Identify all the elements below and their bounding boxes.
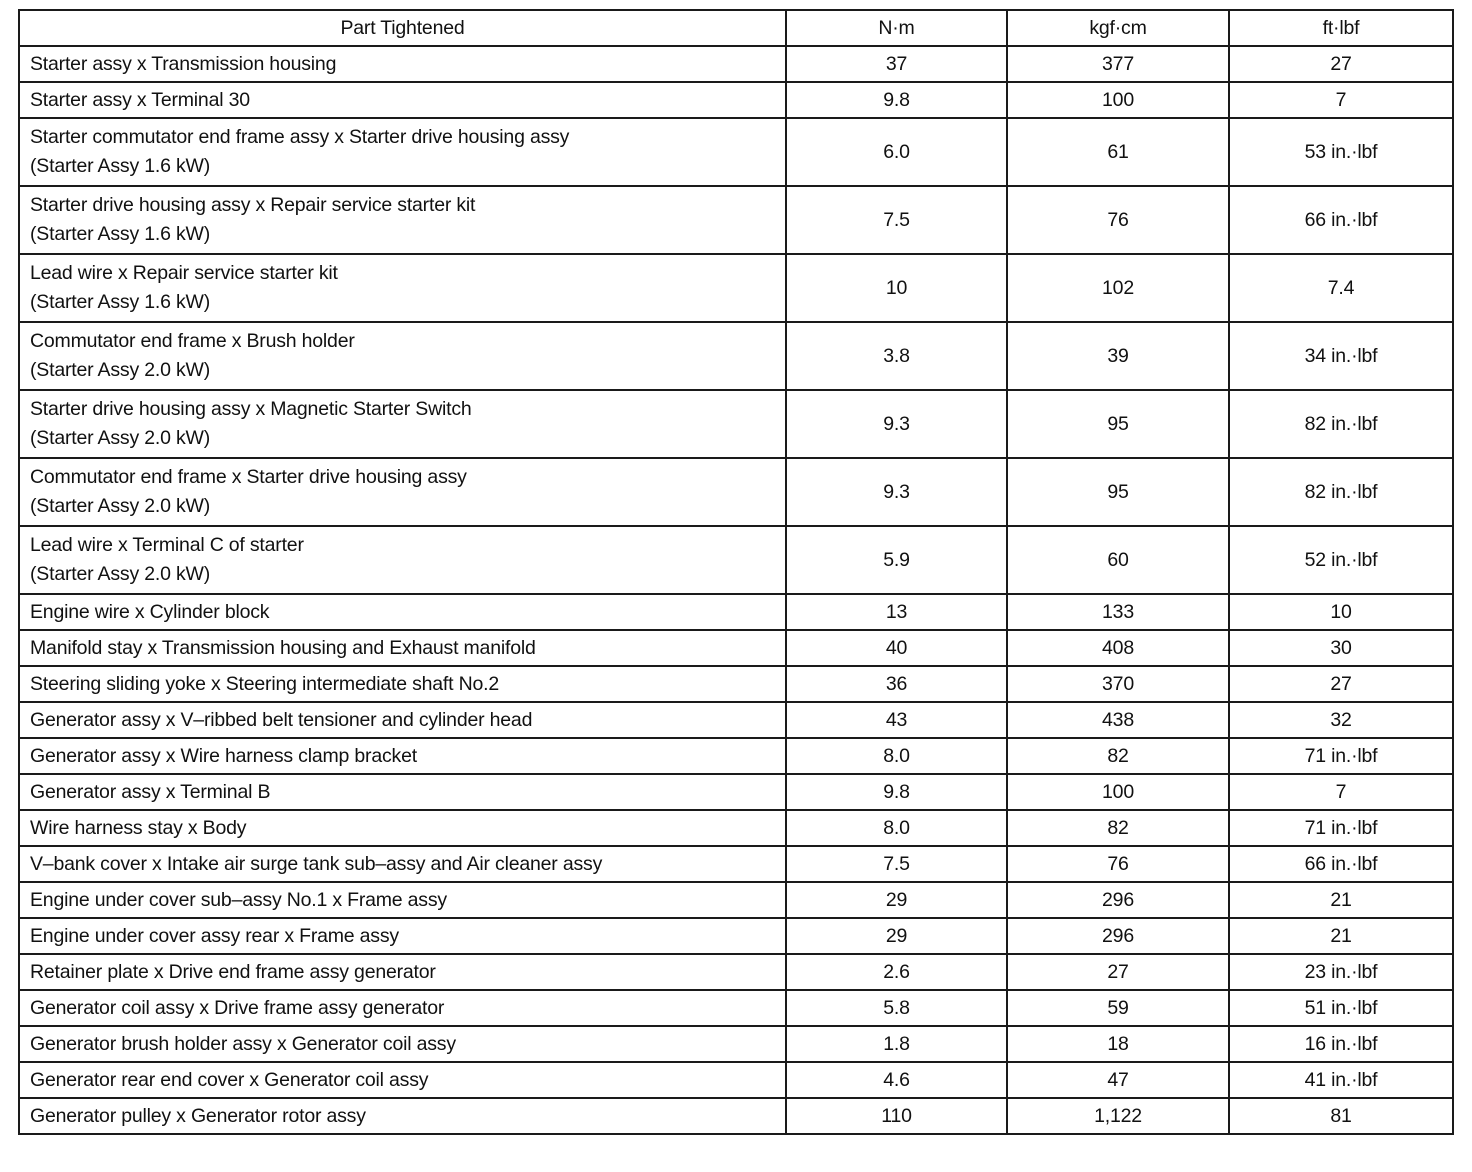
kgf-cm-value-cell: 408 bbox=[1007, 630, 1229, 666]
header-part-tightened: Part Tightened bbox=[19, 10, 786, 46]
nm-value-cell: 9.8 bbox=[786, 774, 1007, 810]
part-tightened-cell bbox=[19, 918, 786, 954]
part-name: Generator assy x Wire harness clamp bracket bbox=[30, 744, 417, 767]
table-row bbox=[19, 990, 1453, 1026]
part-note: (Starter Assy 1.6 kW) bbox=[30, 223, 211, 245]
ft-lbf-value-cell: 34 in.·lbf bbox=[1229, 322, 1453, 390]
ft-lbf-value-cell: 7 bbox=[1229, 82, 1453, 118]
part-tightened-cell bbox=[19, 630, 786, 666]
table-row bbox=[19, 118, 1453, 186]
table-row bbox=[19, 390, 1453, 458]
part-name: Manifold stay x Transmission housing and Exhaust manifold bbox=[30, 636, 536, 659]
ft-lbf-value-cell: 53 in.·lbf bbox=[1229, 118, 1453, 186]
part-name: Engine wire x Cylinder block bbox=[30, 600, 270, 623]
ft-lbf-value-cell: 7 bbox=[1229, 774, 1453, 810]
part-name: Starter drive housing assy x Repair service starter kit bbox=[30, 194, 476, 216]
table-row bbox=[19, 810, 1453, 846]
part-name: Engine under cover sub–assy No.1 x Frame assy bbox=[30, 888, 447, 911]
part-name: Lead wire x Terminal C of starter bbox=[30, 534, 304, 556]
table-row bbox=[19, 630, 1453, 666]
table-row bbox=[19, 322, 1453, 390]
part-tightened-cell bbox=[19, 458, 786, 526]
part-tightened-cell bbox=[19, 390, 786, 458]
nm-value-cell: 40 bbox=[786, 630, 1007, 666]
part-tightened-cell bbox=[19, 1062, 786, 1098]
part-note: (Starter Assy 1.6 kW) bbox=[30, 291, 211, 313]
ft-lbf-value-cell: 52 in.·lbf bbox=[1229, 526, 1453, 594]
part-tightened-cell bbox=[19, 1098, 786, 1134]
header-ft-lbf: ft·lbf bbox=[1229, 10, 1453, 46]
nm-value-cell: 6.0 bbox=[786, 118, 1007, 186]
kgf-cm-value-cell: 60 bbox=[1007, 526, 1229, 594]
table-row bbox=[19, 254, 1453, 322]
ft-lbf-value-cell: 7.4 bbox=[1229, 254, 1453, 322]
table-header-row bbox=[19, 10, 1453, 46]
table-row bbox=[19, 458, 1453, 526]
nm-value-cell: 9.8 bbox=[786, 82, 1007, 118]
kgf-cm-value-cell: 27 bbox=[1007, 954, 1229, 990]
part-tightened-cell bbox=[19, 954, 786, 990]
part-tightened-cell bbox=[19, 738, 786, 774]
kgf-cm-value-cell: 95 bbox=[1007, 458, 1229, 526]
kgf-cm-value-cell: 102 bbox=[1007, 254, 1229, 322]
nm-value-cell: 5.9 bbox=[786, 526, 1007, 594]
nm-value-cell: 9.3 bbox=[786, 390, 1007, 458]
torque-spec-table bbox=[18, 9, 1454, 1135]
ft-lbf-value-cell: 51 in.·lbf bbox=[1229, 990, 1453, 1026]
ft-lbf-value-cell: 27 bbox=[1229, 46, 1453, 82]
kgf-cm-value-cell: 438 bbox=[1007, 702, 1229, 738]
ft-lbf-value-cell: 71 in.·lbf bbox=[1229, 810, 1453, 846]
part-tightened-cell bbox=[19, 322, 786, 390]
nm-value-cell: 7.5 bbox=[786, 186, 1007, 254]
ft-lbf-value-cell: 82 in.·lbf bbox=[1229, 458, 1453, 526]
table-row bbox=[19, 46, 1453, 82]
part-name: Commutator end frame x Starter drive housing assy bbox=[30, 466, 467, 488]
table-row bbox=[19, 1062, 1453, 1098]
part-note: (Starter Assy 2.0 kW) bbox=[30, 495, 211, 517]
part-name: Starter commutator end frame assy x Starter drive housing assy bbox=[30, 126, 570, 148]
part-name: Starter drive housing assy x Magnetic Starter Switch bbox=[30, 398, 472, 420]
part-name: Generator rear end cover x Generator coil assy bbox=[30, 1068, 429, 1091]
table-row bbox=[19, 702, 1453, 738]
nm-value-cell: 13 bbox=[786, 594, 1007, 630]
part-note: (Starter Assy 2.0 kW) bbox=[30, 563, 211, 585]
table-row bbox=[19, 738, 1453, 774]
part-tightened-cell bbox=[19, 186, 786, 254]
table-row bbox=[19, 186, 1453, 254]
kgf-cm-value-cell: 82 bbox=[1007, 738, 1229, 774]
nm-value-cell: 36 bbox=[786, 666, 1007, 702]
ft-lbf-value-cell: 66 in.·lbf bbox=[1229, 186, 1453, 254]
table-row bbox=[19, 526, 1453, 594]
ft-lbf-value-cell: 66 in.·lbf bbox=[1229, 846, 1453, 882]
ft-lbf-value-cell: 16 in.·lbf bbox=[1229, 1026, 1453, 1062]
nm-value-cell: 5.8 bbox=[786, 990, 1007, 1026]
nm-value-cell: 43 bbox=[786, 702, 1007, 738]
part-tightened-cell bbox=[19, 702, 786, 738]
part-name: Generator coil assy x Drive frame assy generator bbox=[30, 996, 445, 1019]
part-name: Starter assy x Transmission housing bbox=[30, 52, 337, 75]
ft-lbf-value-cell: 23 in.·lbf bbox=[1229, 954, 1453, 990]
nm-value-cell: 110 bbox=[786, 1098, 1007, 1134]
part-name: Generator assy x Terminal B bbox=[30, 780, 271, 803]
kgf-cm-value-cell: 82 bbox=[1007, 810, 1229, 846]
nm-value-cell: 2.6 bbox=[786, 954, 1007, 990]
part-tightened-cell bbox=[19, 846, 786, 882]
part-name: Wire harness stay x Body bbox=[30, 816, 247, 839]
part-tightened-cell bbox=[19, 1026, 786, 1062]
table-row bbox=[19, 1026, 1453, 1062]
kgf-cm-value-cell: 100 bbox=[1007, 82, 1229, 118]
kgf-cm-value-cell: 76 bbox=[1007, 186, 1229, 254]
ft-lbf-value-cell: 21 bbox=[1229, 918, 1453, 954]
part-tightened-cell bbox=[19, 46, 786, 82]
ft-lbf-value-cell: 21 bbox=[1229, 882, 1453, 918]
ft-lbf-value-cell: 41 in.·lbf bbox=[1229, 1062, 1453, 1098]
nm-value-cell: 37 bbox=[786, 46, 1007, 82]
ft-lbf-value-cell: 32 bbox=[1229, 702, 1453, 738]
table-row bbox=[19, 882, 1453, 918]
kgf-cm-value-cell: 377 bbox=[1007, 46, 1229, 82]
nm-value-cell: 9.3 bbox=[786, 458, 1007, 526]
part-note: (Starter Assy 2.0 kW) bbox=[30, 359, 211, 381]
nm-value-cell: 8.0 bbox=[786, 810, 1007, 846]
table-row bbox=[19, 82, 1453, 118]
nm-value-cell: 7.5 bbox=[786, 846, 1007, 882]
nm-value-cell: 1.8 bbox=[786, 1026, 1007, 1062]
part-name: Starter assy x Terminal 30 bbox=[30, 88, 250, 111]
part-name: Engine under cover assy rear x Frame assy bbox=[30, 924, 399, 947]
nm-value-cell: 10 bbox=[786, 254, 1007, 322]
ft-lbf-value-cell: 10 bbox=[1229, 594, 1453, 630]
part-tightened-cell bbox=[19, 882, 786, 918]
part-name: Retainer plate x Drive end frame assy generator bbox=[30, 960, 436, 983]
nm-value-cell: 4.6 bbox=[786, 1062, 1007, 1098]
table-body bbox=[19, 46, 1453, 1134]
part-tightened-cell bbox=[19, 254, 786, 322]
ft-lbf-value-cell: 71 in.·lbf bbox=[1229, 738, 1453, 774]
kgf-cm-value-cell: 1,122 bbox=[1007, 1098, 1229, 1134]
table-row bbox=[19, 918, 1453, 954]
kgf-cm-value-cell: 47 bbox=[1007, 1062, 1229, 1098]
kgf-cm-value-cell: 100 bbox=[1007, 774, 1229, 810]
nm-value-cell: 3.8 bbox=[786, 322, 1007, 390]
table-row bbox=[19, 1098, 1453, 1134]
table-row bbox=[19, 666, 1453, 702]
part-tightened-cell bbox=[19, 526, 786, 594]
ft-lbf-value-cell: 30 bbox=[1229, 630, 1453, 666]
part-tightened-cell bbox=[19, 118, 786, 186]
ft-lbf-value-cell: 27 bbox=[1229, 666, 1453, 702]
kgf-cm-value-cell: 59 bbox=[1007, 990, 1229, 1026]
part-tightened-cell bbox=[19, 666, 786, 702]
nm-value-cell: 29 bbox=[786, 882, 1007, 918]
part-tightened-cell bbox=[19, 810, 786, 846]
header-nm: N·m bbox=[786, 10, 1007, 46]
part-tightened-cell bbox=[19, 990, 786, 1026]
part-tightened-cell bbox=[19, 594, 786, 630]
header-kgf-cm: kgf·cm bbox=[1007, 10, 1229, 46]
table-row bbox=[19, 594, 1453, 630]
table-row bbox=[19, 954, 1453, 990]
kgf-cm-value-cell: 133 bbox=[1007, 594, 1229, 630]
ft-lbf-value-cell: 81 bbox=[1229, 1098, 1453, 1134]
part-tightened-cell bbox=[19, 82, 786, 118]
kgf-cm-value-cell: 18 bbox=[1007, 1026, 1229, 1062]
part-tightened-cell bbox=[19, 774, 786, 810]
part-note: (Starter Assy 1.6 kW) bbox=[30, 155, 211, 177]
part-name: V–bank cover x Intake air surge tank sub–assy and Air cleaner assy bbox=[30, 852, 603, 875]
part-note: (Starter Assy 2.0 kW) bbox=[30, 427, 211, 449]
part-name: Generator brush holder assy x Generator coil assy bbox=[30, 1032, 456, 1055]
part-name: Lead wire x Repair service starter kit bbox=[30, 262, 338, 284]
ft-lbf-value-cell: 82 in.·lbf bbox=[1229, 390, 1453, 458]
part-name: Steering sliding yoke x Steering intermediate shaft No.2 bbox=[30, 672, 499, 695]
kgf-cm-value-cell: 370 bbox=[1007, 666, 1229, 702]
part-name: Generator pulley x Generator rotor assy bbox=[30, 1104, 366, 1127]
kgf-cm-value-cell: 39 bbox=[1007, 322, 1229, 390]
part-name: Generator assy x V–ribbed belt tensioner and cylinder head bbox=[30, 708, 533, 731]
kgf-cm-value-cell: 296 bbox=[1007, 918, 1229, 954]
kgf-cm-value-cell: 296 bbox=[1007, 882, 1229, 918]
nm-value-cell: 8.0 bbox=[786, 738, 1007, 774]
kgf-cm-value-cell: 76 bbox=[1007, 846, 1229, 882]
table-row bbox=[19, 774, 1453, 810]
nm-value-cell: 29 bbox=[786, 918, 1007, 954]
kgf-cm-value-cell: 95 bbox=[1007, 390, 1229, 458]
table-row bbox=[19, 846, 1453, 882]
part-name: Commutator end frame x Brush holder bbox=[30, 330, 355, 352]
kgf-cm-value-cell: 61 bbox=[1007, 118, 1229, 186]
